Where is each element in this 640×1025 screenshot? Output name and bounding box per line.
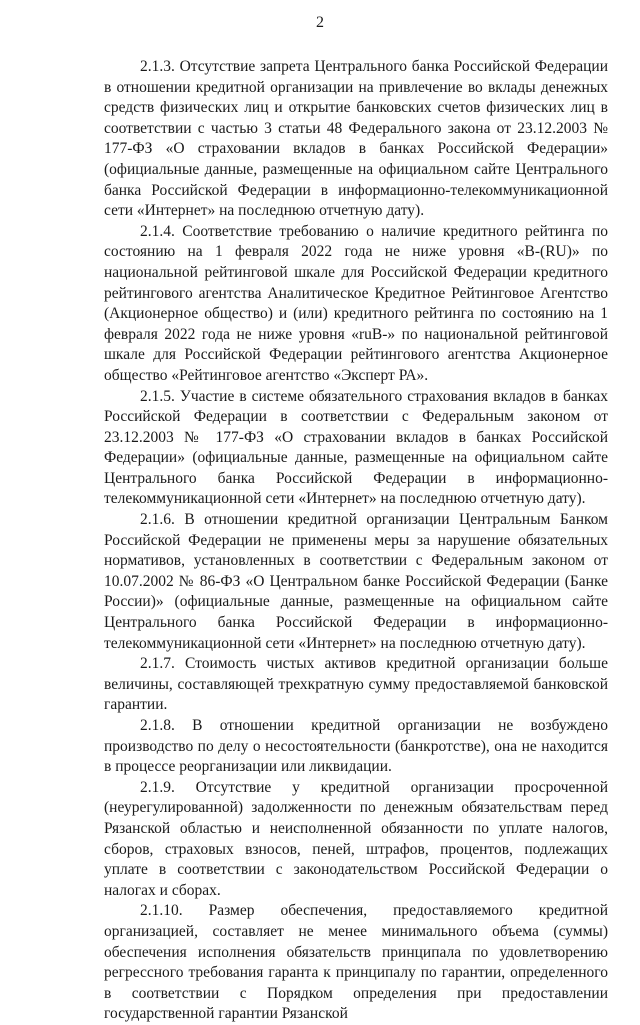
paragraph-2-1-9: 2.1.9. Отсутствие у кредитной организации просроченной (неурегулированной) задолженности по денежным обязательствам перед Рязанской областью и неисполненной обязанности по уплате налогов, сборов, страховых взносов, пеней, штрафов, процентов, подлежащих уплате в соответствии с законодательством Российской Федерации о налогах и сборах. — [104, 778, 608, 899]
paragraph-2-1-3: 2.1.3. Отсутствие запрета Центрального банка Российской Федерации в отношении кредитной организации на привлечение во вклады денежных средств физических лиц и открытие банковских счетов физических лиц в соответствии с частью 3 статьи 48 Федерального закона от 23.12.2003 № 177-ФЗ «О страховании вкладов в банках Российской Федерации» (официальные данные, размещенные на официальном сайте Центрального банка Российской Федерации в информационно-телекоммуникационной сети «Интернет» на последнюю отчетную дату). — [104, 58, 608, 220]
document-body — [104, 57, 608, 1025]
paragraph-2-1-8: 2.1.8. В отношении кредитной организации не возбуждено производство по делу о несостоятельности (банкротстве), она не находится в процессе реорганизации или ликвидации. — [104, 717, 608, 776]
paragraph-2-1-7: 2.1.7. Стоимость чистых активов кредитной организации больше величины, составляющей трехкратную сумму предоставляемой банковской гарантии. — [104, 655, 608, 714]
paragraph-2-1-5: 2.1.5. Участие в системе обязательного страхования вкладов в банках Российской Федерации в соответствии с Федеральным законом от 23.12.2003 № 177-ФЗ «О страховании вкладов в банках Российской Федерации» (официальные данные, размещенные на официальном сайте Центрального банка Российской Федерации в информационно-телекоммуникационной сети «Интернет» на последнюю отчетную дату). — [104, 387, 608, 508]
paragraph-2-1-4: 2.1.4. Соответствие требованию о наличие кредитного рейтинга по состоянию на 1 февраля 2022 года не ниже уровня «B-(RU)» по национальной рейтинговой шкале для Российской Федерации кредитного рейтингового агентства Аналитическое Кредитное Рейтинговое Агентство (Акционерное общество) и (или) кредитного рейтинга по состоянию на 1 февраля 2022 года не ниже уровня «ruB-» по национальной рейтинговой шкале для Российской Федерации рейтингового агентства Акционерное общество «Рейтинговое агентство «Эксперт РА». — [104, 222, 608, 384]
page-number: 2 — [316, 14, 324, 31]
paragraph-2-1-6: 2.1.6. В отношении кредитной организации Центральным Банком Российской Федерации не применены меры за нарушение обязательных нормативов, установленных в соответствии с Федеральным законом от 10.07.2002 № 86-ФЗ «О Центральном банке Российской Федерации (Банке России)» (официальные данные, размещенные на официальном сайте Центрального банка Российской Федерации в информационно-телекоммуникационной сети «Интернет» на последнюю отчетную дату). — [104, 511, 608, 652]
paragraph-2-1-10: 2.1.10. Размер обеспечения, предоставляемого кредитной организацией, составляет не менее минимального объема (суммы) обеспечения исполнения обязательств принципала по удовлетворению регрессного требования гаранта к принципалу по гарантии, определенного в соответствии с Порядком определения при предоставлении государственной гарантии Рязанской — [104, 902, 608, 1023]
